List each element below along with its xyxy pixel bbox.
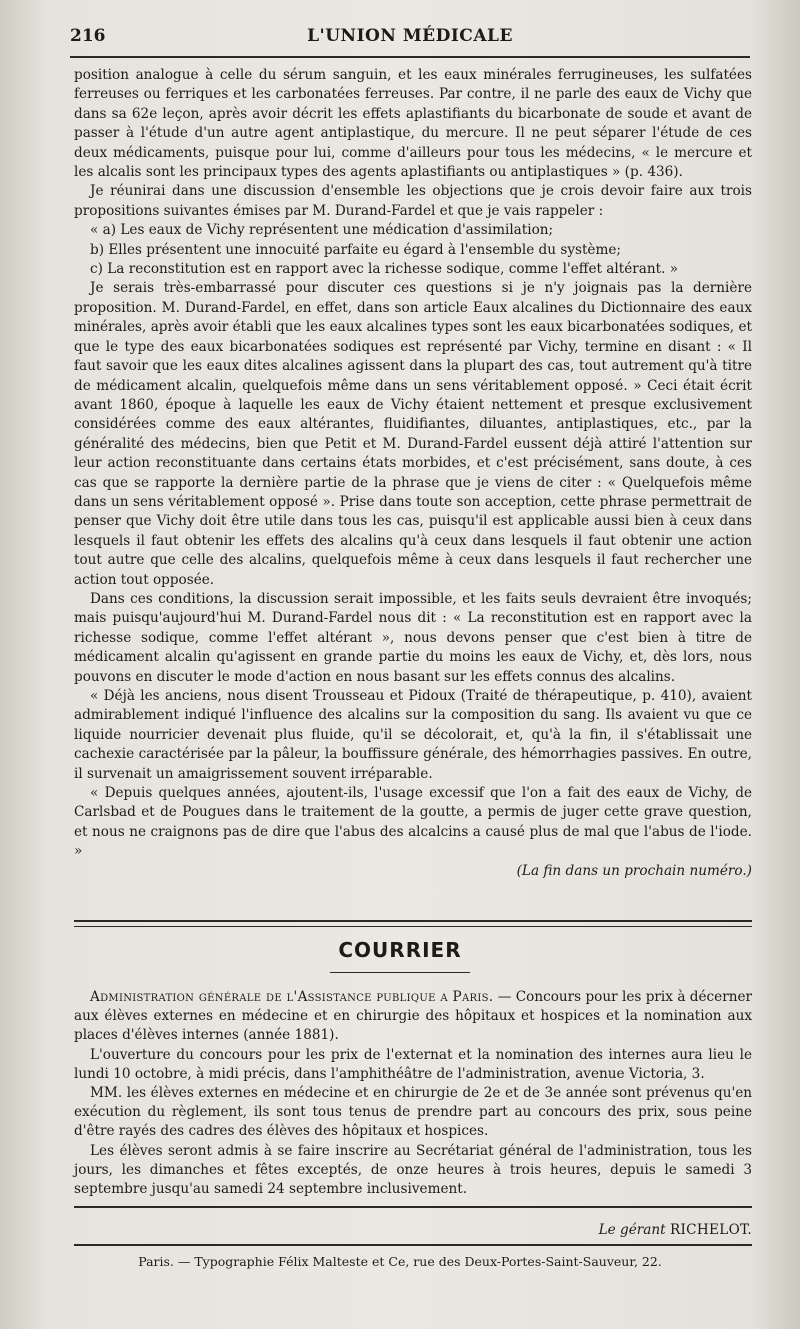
notice-heading: Administration générale de l'Assistance publique a Paris. (90, 989, 494, 1005)
paragraph: Les élèves seront admis à se faire inscrire au Secrétariat général de l'administration, tous les jours, les dimanches et fêtes exceptés, de onze heures à trois heures, depuis le samedi 3 septembre jusqu'au samedi 24 septembre inclusivement. (74, 1142, 752, 1198)
section-title: COURRIER (338, 938, 462, 962)
paragraph: MM. les élèves externes en médecine et en chirurgie de 2e et de 3e année sont prévenus qu'en exécution du règlement, ils sont tous tenus de prendre part au concours des prix, sous peine d'être rayés des cadres des élèves des hôpitaux et hospices. (74, 1085, 752, 1140)
gerant-label: Le gérant (598, 1222, 666, 1238)
gerant-signature (599, 1222, 752, 1238)
paragraph: Dans ces conditions, la discussion serait impossible, et les faits seuls devraient être invoqués; mais puisqu'aujourd'hui M. Durand-Fardel nous dit : « La reconstitution est en rapport avec la richesse sodique, comme l'effet altérant », nous devons penser que c'est bien à titre de médicament alcalin qu'agissent en grande partie du moins les eaux de Vichy, et, dès lors, nous pouvons en discuter le mode d'action en nous basant sur les effets connus des alcalins. (74, 590, 752, 685)
notice-text: — Concours pour les prix à décerner aux élèves externes en médecine et en chirurgie des hôpitaux et hospices et la nomination aux places d'élèves internes (année 1881). (74, 989, 753, 1044)
continued-note: (La fin dans un prochain numéro.) (516, 862, 752, 879)
courrier-body (74, 988, 752, 1199)
article-body (74, 66, 752, 881)
gerant-name: RICHELOT. (669, 1222, 752, 1238)
paragraph: « Depuis quelques années, ajoutent-ils, l'usage excessif que l'on a fait des eaux de Vichy, de Carlsbad et de Pougues dans le traitement de la goutte, a permis de juger cette grave question, et nous ne craignons pas de dire que l'abus des alcalcins a causé plus de mal que l'abus de l'iode. » (74, 785, 752, 860)
footer-divider (74, 1244, 752, 1246)
paragraph: L'ouverture du concours pour les prix de l'externat et la nomination des internes aura lieu le lundi 10 octobre, à midi précis, dans l'amphithéâtre de l'administration, avenue Victoria, 3. (74, 1046, 752, 1082)
page-header (70, 22, 750, 58)
paragraph: « Déjà les anciens, nous disent Trousseau et Pidoux (Traité de thérapeutique, p. 410), avaient admirablement indiqué l'influence des alcalins sur la composition du sang. Ils avaient vu que ce liquide nourricier devenait plus fluide, qu'il se décolorait, et, qu'à la fin, il s'établissait une cachexie caractérisée par la pâleur, la bouffissure générale, des hémorrhagies passives. En outre, il survenait un amaigrissement souvent irréparable. (74, 688, 752, 782)
page-number: 216 (70, 26, 106, 46)
paragraph: Je serais très-embarrassé pour discuter ces questions si je n'y joignais pas la dernière proposition. M. Durand-Fardel, en effet, dans son article Eaux alcalines du Dictionnaire des eaux minérales, après avoir établi que les eaux alcalines types sont les eaux bicarbonatées sodiques, et que le type des eaux bicarbonatées sodiques est représenté par Vichy, termine en disant : « Il faut savoir que les eaux dites alcalines agissent dans la plupart des cas, tout autrement qu'à titre de médicament alcalin, quelquefois même dans un sens véritablement opposé. » Ceci était écrit avant 1860, époque à laquelle les eaux de Vichy étaient nettement et presque exclusivement considérées comme des eaux altérantes, fluidifiantes, diluantes, antiplastiques, etc., par la généralité des médecins, bien que Petit et M. Durand-Fardel eussent déjà attiré l'attention sur leur action reconstituante dans certains états morbides, et c'est précisément, sans doute, à ces cas que se rapporte la dernière partie de la phrase que je viens de citer : « Quelquefois même dans un sens véritablement opposé ». Prise dans toute son acception, cette phrase permettrait de penser que Vichy doit être utile dans tous les cas, puisqu'il est applicable aussi bien à ceux dans lesquels il faut obtenir les effets des alcalins qu'à ceux dans lesquels il faut obtenir une action tout autre que celle des alcalins, quelquefois même à ceux dans lesquels il faut rechercher une action tout opposée. (74, 280, 752, 588)
running-title: L'UNION MÉDICALE (307, 26, 513, 46)
title-underline (330, 972, 470, 973)
list-item: b) Elles présentent une innocuité parfaite eu égard à l'ensemble du système; (90, 241, 621, 258)
paragraph (74, 988, 752, 1046)
printer-imprint: Paris. — Typographie Félix Malteste et Ce, rue des Deux-Portes-Saint-Sauveur, 22. (138, 1254, 662, 1269)
section-divider (74, 920, 752, 922)
paragraph: position analogue à celle du sérum sanguin, et les eaux minérales ferrugineuses, les sulfatées ferreuses ou ferriques et les carbonatées ferreuses. Par contre, il ne parle des eaux de Vichy que dans sa 62e leçon, après avoir décrit les effets aplastifiants du bicarbonate de soude et avant de passer à l'étude d'un autre agent antiplastique, du mercure. Il ne peut séparer l'étude de ces deux médicaments, puisque pour lui, comme d'ailleurs pour tous les médecins, « le mercure et les alcalis sont les principaux types des agents aplastifiants ou antiplastiques » (p. 436). (74, 67, 752, 181)
section-divider (74, 926, 752, 927)
list-item: « a) Les eaux de Vichy représentent une médication d'assimilation; (90, 222, 554, 239)
list-item: c) La reconstitution est en rapport avec la richesse sodique, comme l'effet altérant. » (90, 261, 679, 278)
paragraph: Je réunirai dans une discussion d'ensemble les objections que je crois devoir faire aux trois propositions suivantes émises par M. Durand-Fardel et que je vais rappeler : (74, 183, 752, 219)
footer-divider (74, 1206, 752, 1208)
